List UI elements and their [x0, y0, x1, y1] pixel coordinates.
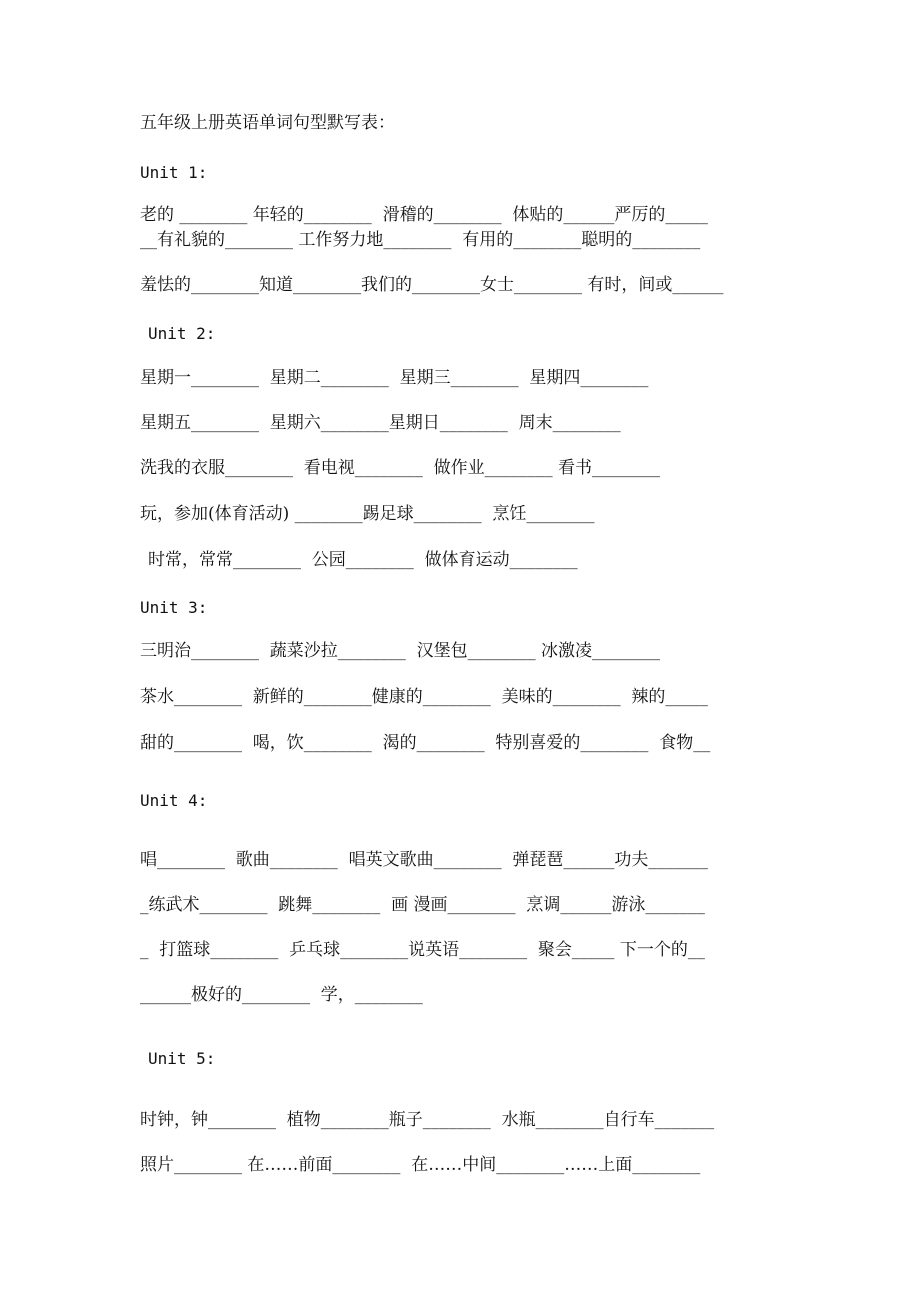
unit-4-line: ______极好的________ 学，________: [140, 985, 423, 1005]
unit-5-heading: Unit 5:: [148, 1049, 216, 1068]
unit-4-line: _练武术________ 跳舞________ 画 漫画________ 烹调______游泳_______: [140, 895, 705, 915]
unit-3-line: 茶水________ 新鲜的________健康的________ 美味的________ 辣的_____: [140, 687, 708, 707]
unit-5-line: 照片________ 在……前面________ 在……中间________……上面________: [140, 1155, 701, 1175]
unit-5-line: 时钟，钟________ 植物________瓶子________ 水瓶________自行车_______: [140, 1110, 715, 1130]
page-title: 五年级上册英语单词句型默写表：: [140, 113, 395, 133]
unit-4-line: _ 打篮球________ 乒乓球________说英语________ 聚会_____ 下一个的__: [140, 940, 705, 960]
unit-1-line: __有礼貌的________ 工作努力地________ 有用的________聪明的________: [140, 230, 701, 250]
unit-2-heading: Unit 2:: [148, 324, 216, 343]
unit-3-line: 甜的________ 喝，饮________ 渴的________ 特别喜爱的________ 食物__: [140, 733, 711, 753]
unit-2-line: 星期五________ 星期六________星期日________ 周末________: [140, 413, 621, 433]
unit-3-heading: Unit 3:: [140, 598, 208, 617]
unit-4-line: 唱________ 歌曲________ 唱英文歌曲________ 弹琵琶______功夫_______: [140, 850, 708, 870]
unit-2-line: 洗我的衣服________ 看电视________ 做作业________ 看书________: [140, 458, 661, 478]
unit-3-line: 三明治________ 蔬菜沙拉________ 汉堡包________ 冰激凌________: [140, 641, 661, 661]
unit-2-line: 星期一________ 星期二________ 星期三________ 星期四________: [140, 368, 649, 388]
unit-1-heading: Unit 1:: [140, 163, 208, 182]
unit-1-line: 羞怯的________知道________我们的________女士________ 有时，间或______: [140, 275, 724, 295]
unit-2-line: 玩，参加(体育活动) ________踢足球________ 烹饪________: [140, 504, 595, 524]
unit-4-heading: Unit 4:: [140, 791, 208, 810]
unit-1-line: 老的 ________ 年轻的________ 滑稽的________ 体贴的______严厉的_____: [140, 205, 708, 225]
unit-2-line: 时常，常常________ 公园________ 做体育运动________: [148, 550, 578, 570]
